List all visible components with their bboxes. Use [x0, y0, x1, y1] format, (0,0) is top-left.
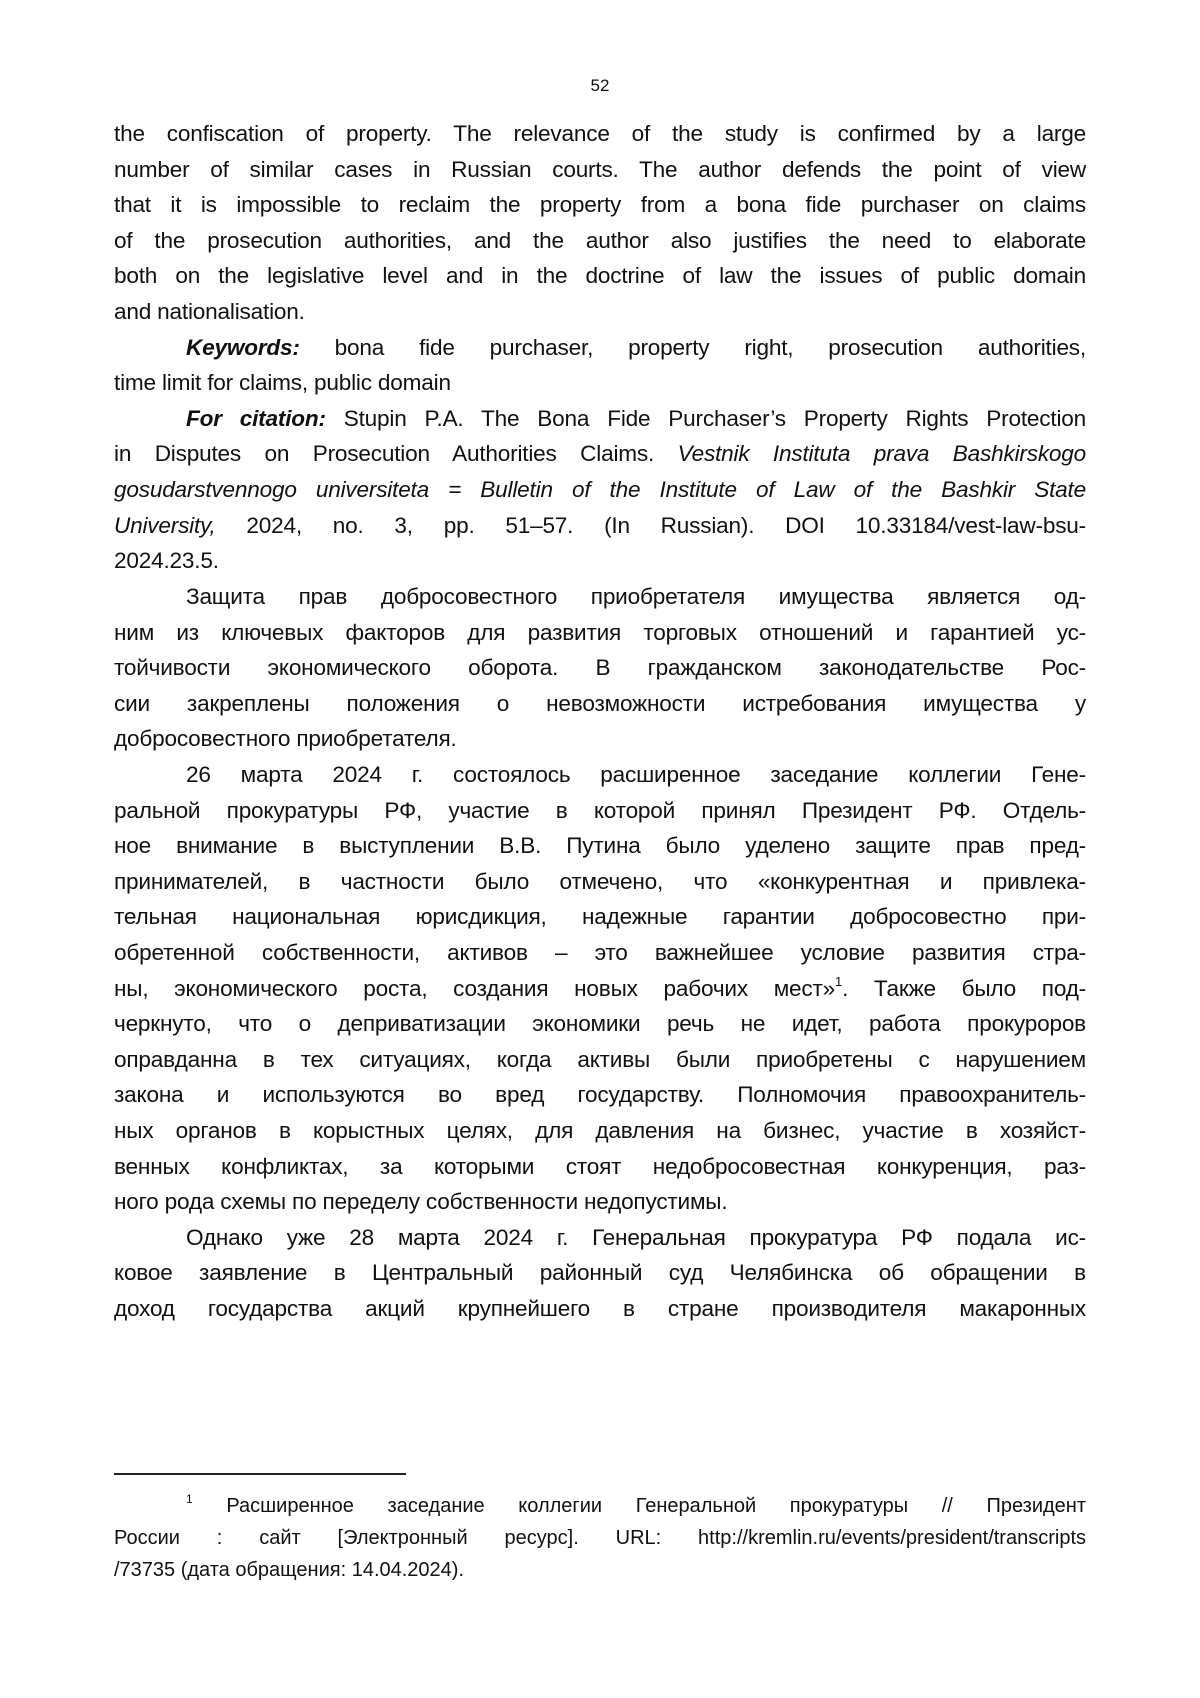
paragraph-text: ны, экономического роста, создания новых рабочих мест»	[114, 975, 836, 1001]
paragraph-line: добросовестного приобретателя.	[114, 726, 457, 752]
citation-line: 2024.23.5.	[114, 548, 219, 574]
paragraph-line: ных органов в корыстных целях, для давления на бизнес, участие в хозяйст-	[114, 1117, 1086, 1143]
citation-text: Stupin P.A. The Bona Fide Purchaser’s Property Rights Protection	[325, 405, 1086, 431]
paragraph-line: ним из ключевых факторов для развития торговых отношений и гарантией ус-	[114, 619, 1086, 645]
abstract-line: the confiscation of property. The relevance of the study is confirmed by a large	[114, 121, 1086, 146]
journal-title: University,	[114, 512, 216, 538]
citation-text: 2024, no. 3, pp. 51–57. (In Russian). DOI 10.33184/vest-law-bsu-	[215, 512, 1086, 538]
footnote-text: Расширенное заседание коллегии Генеральной прокуратуры // Президент	[192, 1495, 1086, 1517]
footnote-reference[interactable]: 1	[835, 973, 843, 989]
keywords-text: bona fide purchaser, property right, prosecution authorities,	[299, 334, 1086, 360]
abstract-line: number of similar cases in Russian courts. The author defends the point of view	[114, 156, 1086, 182]
paragraph-line: закона и используются во вред государству. Полномочия правоохранитель-	[114, 1082, 1086, 1108]
page-number: 52	[590, 76, 610, 95]
paragraph-line: ральной прокуратуры РФ, участие в которой принял Президент РФ. Отдель-	[114, 797, 1086, 823]
abstract-line: both on the legislative level and in the doctrine of law the issues of public domain	[114, 263, 1086, 289]
footnote-url-line[interactable]: России : сайт [Электронный ресурс]. URL: http://kremlin.ru/events/president/transcripts	[114, 1527, 1086, 1549]
paragraph-line: ного рода схемы по переделу собственности недопустимы.	[114, 1189, 728, 1215]
footnote-separator	[114, 1473, 406, 1475]
body-text	[114, 579, 1086, 1326]
citation-line	[114, 436, 1086, 472]
paragraph-line: 26 марта 2024 г. состоялось расширенное заседание коллегии Гене-	[186, 761, 1086, 787]
paragraph-line: сии закреплены положения о невозможности истребования имущества у	[114, 690, 1086, 716]
paragraph-line	[114, 971, 1086, 1007]
paragraph-line: обретенной собственности, активов – это важнейшее условие развития стра-	[114, 939, 1086, 965]
footnote-marker: 1	[186, 1492, 193, 1506]
citation-line	[114, 508, 1086, 544]
paragraph-line: Защита прав добросовестного приобретателя имущества является од-	[186, 584, 1086, 609]
paragraph-text: . Также было под-	[842, 975, 1087, 1001]
citation-line	[114, 401, 1086, 437]
footnote	[114, 1490, 1086, 1586]
footnote-line: /73735 (дата обращения: 14.04.2024).	[114, 1559, 465, 1581]
citation-line: gosudarstvennogo universiteta = Bulletin of the Institute of Law of the Bashkir State	[114, 476, 1086, 502]
abstract-line: of the prosecution authorities, and the author also justifies the need to elaborate	[114, 227, 1086, 253]
keywords-line: time limit for claims, public domain	[114, 370, 451, 396]
paragraph-line: доход государства акций крупнейшего в стране производителя макаронных	[114, 1295, 1086, 1321]
paragraph-line: тойчивости экономического оборота. В гражданском законодательстве Рос-	[114, 655, 1086, 681]
paragraph-line: черкнуто, что о деприватизации экономики речь не идет, работа прокуроров	[114, 1011, 1086, 1037]
journal-title: Vestnik Instituta prava Bashkirskogo	[677, 441, 1087, 467]
keywords-line	[114, 330, 1086, 366]
abstract-line: that it is impossible to reclaim the property from a bona fide purchaser on claims	[114, 192, 1086, 218]
paragraph-line: тельная национальная юрисдикция, надежные гарантии добросовестно при-	[114, 904, 1086, 930]
paragraph-line: венных конфликтах, за которыми стоят недобросовестная конкуренция, раз-	[114, 1153, 1086, 1179]
citation-label: For citation:	[186, 405, 326, 431]
paragraph-line: ное внимание в выступлении В.В. Путина было уделено защите прав пред-	[114, 833, 1086, 859]
citation-text: in Disputes on Prosecution Authorities Claims.	[114, 441, 678, 467]
paragraph-line: Однако уже 28 марта 2024 г. Генеральная прокуратура РФ подала ис-	[186, 1224, 1086, 1250]
abstract-line: and nationalisation.	[114, 298, 305, 324]
paragraph-line: оправданна в тех ситуациях, когда активы были приобретены с нарушением	[114, 1046, 1086, 1072]
keywords-label: Keywords:	[186, 334, 300, 360]
paragraph-line: принимателей, в частности было отмечено, что «конкурентная и привлека-	[114, 868, 1086, 894]
abstract-section	[114, 116, 1086, 579]
footnote-line	[114, 1490, 1086, 1522]
paragraph-line: ковое заявление в Центральный районный суд Челябинска об обращении в	[114, 1260, 1086, 1286]
